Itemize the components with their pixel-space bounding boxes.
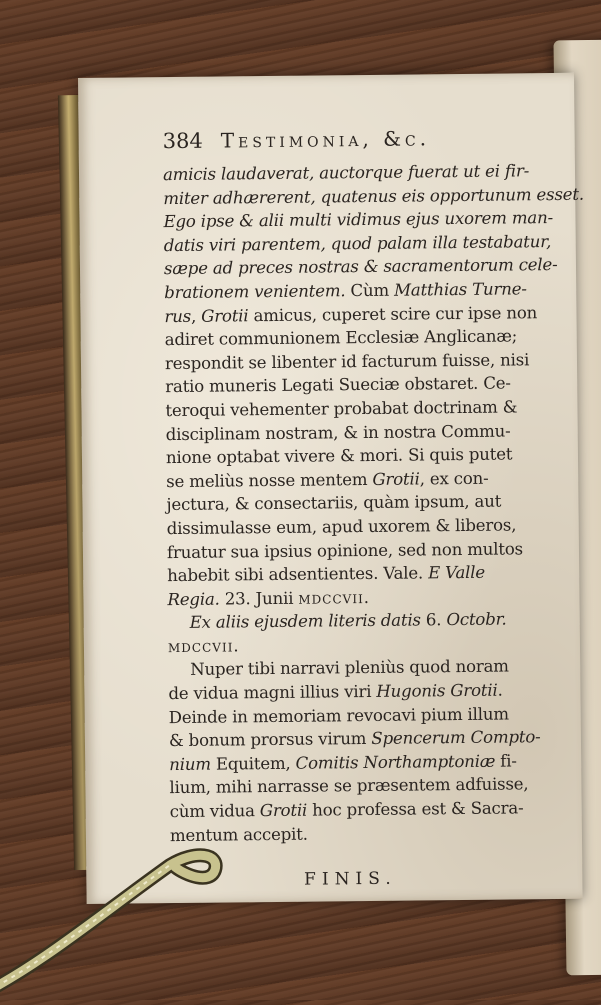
text-line — [166, 442, 566, 470]
text-line — [164, 277, 564, 305]
text-segment: hoc professa est & Sacra- — [307, 798, 524, 820]
text-segment: . — [497, 680, 503, 700]
text-line — [170, 820, 570, 848]
text-segment: adiret communionem Ecclesiæ Anglicanæ; — [164, 326, 518, 350]
book-page — [78, 73, 583, 904]
text-segment: & bonum prorsus virum — [168, 729, 372, 751]
text-segment: Ex aliis ejusdem literis datis — [189, 610, 421, 633]
text-segment: nione optabat vivere & mori. Si quis putet — [165, 444, 513, 468]
text-segment: habebit sibi adsentientes. Vale. — [167, 563, 429, 586]
text-line — [168, 654, 568, 682]
text-line — [170, 796, 570, 824]
text-segment: 6. — [420, 610, 447, 630]
text-segment: Octobr. — [446, 609, 507, 630]
text-segment: fi- — [495, 751, 517, 771]
text-segment: , ex con- — [419, 468, 489, 489]
text-segment: nium — [169, 754, 211, 774]
text-segment: Hugonis Grotii — [376, 680, 498, 701]
text-segment: teroqui vehementer probabat doctrinam & — [165, 397, 518, 421]
text-segment: respondit se libenter id facturum fuisse, nisi — [164, 350, 530, 373]
text-line — [167, 536, 567, 564]
text-segment: Grotii — [259, 800, 308, 821]
text-segment: Regia. — [167, 589, 220, 609]
text-segment: disciplinam nostram, & in nostra Commu- — [165, 421, 511, 444]
text-segment: Grotii — [372, 469, 420, 489]
text-segment: amicis laudaverat, auctorque fuerat ut ei fir- — [162, 161, 530, 185]
text-segment: Grotii — [201, 305, 249, 326]
text-segment: mdccvii. — [298, 587, 371, 608]
text-segment: amicus, cuperet scire cur ipse non — [248, 302, 538, 325]
text-segment: jectura, & consectariis, quàm ipsum, aut — [166, 491, 502, 515]
text-segment: lium, mihi narrasse se præsentem adfuisse, — [169, 774, 529, 798]
text-segment: Spencerum Compto- — [371, 727, 541, 749]
running-head: Testimonia, &c. — [220, 126, 431, 153]
page-text-block — [162, 125, 584, 891]
text-segment: de vidua magni illius viri — [168, 681, 377, 704]
text-segment: brationem venientem. — [164, 281, 346, 303]
text-segment: fruatur sua ipsius opinione, sed non multos — [166, 538, 524, 562]
text-segment: rus — [164, 306, 192, 326]
text-segment: ratio muneris Legati Sueciæ obstaret. Ce- — [165, 373, 511, 397]
text-line — [165, 395, 565, 423]
text-segment: E Valle — [428, 562, 486, 583]
text-segment: cùm vidua — [169, 801, 260, 822]
finis-label: FINIS. — [304, 868, 397, 890]
text-segment: se meliùs nosse mentem — [166, 469, 373, 491]
text-segment: , — [190, 306, 202, 326]
text-segment: Deinde in memoriam revocavi pium illum — [168, 704, 509, 727]
page-header — [163, 125, 563, 163]
text-segment: mentum accepit. — [169, 824, 308, 845]
text-segment: 23. Junii — [219, 588, 299, 609]
text-segment: Matthias Turne- — [393, 279, 527, 300]
text-segment: Equitem, — [210, 753, 296, 774]
text-segment: sæpe ad preces nostras & sacramentorum cele- — [163, 255, 558, 279]
text-segment: Comitis Northamptoniæ — [295, 751, 496, 773]
text-segment: miter adhærerent, quatenus eis opportunum esset. — [163, 184, 584, 208]
text-segment: datis viri parentem, quod palam illa testabatur, — [163, 231, 552, 255]
text-segment: Nuper tibi narravi pleniùs quod noram — [190, 656, 509, 680]
text-line — [167, 513, 567, 541]
bookmark-ribbon — [0, 845, 240, 1005]
page-number: 384 — [162, 128, 203, 154]
body-text — [162, 159, 584, 847]
text-segment: mdccvii. — [167, 636, 240, 656]
text-segment: Cùm — [345, 280, 395, 301]
text-segment: Ego ipse & alii multi vidimus ejus uxorem man- — [163, 208, 554, 232]
text-segment: dissimulasse eum, apud uxorem & liberos, — [166, 515, 517, 539]
